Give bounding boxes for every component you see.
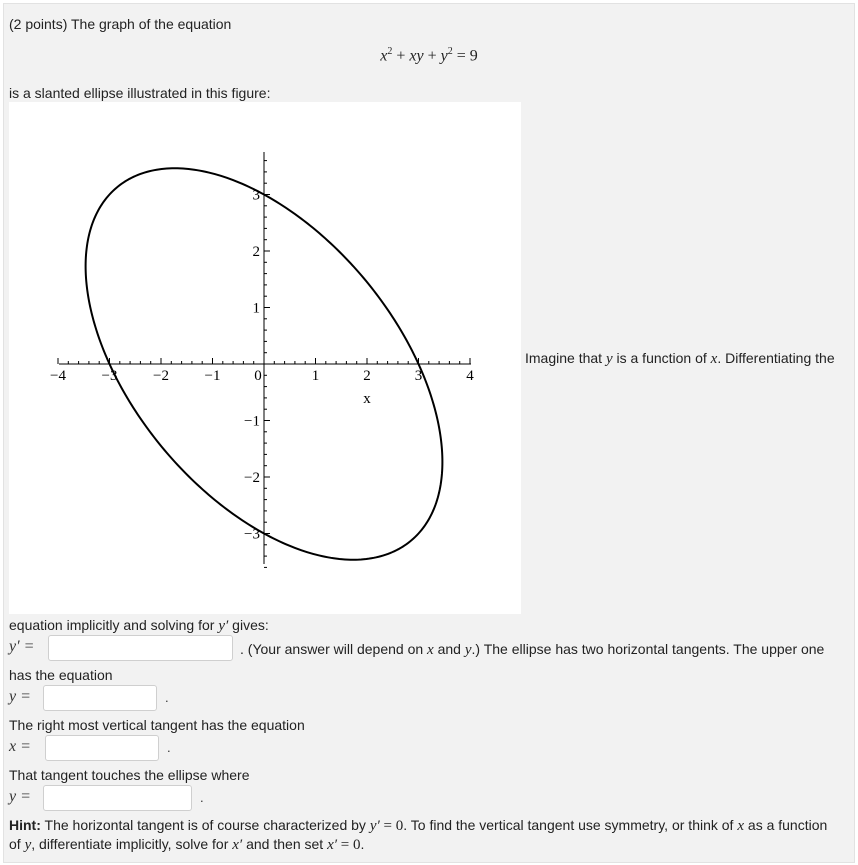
ellipse-plot — [9, 102, 521, 614]
x-tick-label: −4 — [50, 368, 66, 384]
upper-tangent-input[interactable] — [43, 685, 157, 711]
x-tick-label: 1 — [311, 368, 320, 384]
hint-line-1: Hint: The horizontal tangent is of course characterized by y′ = 0. To find the vertical tangent use symmetry, or think of x as a function — [9, 817, 828, 834]
period: . — [165, 690, 169, 705]
upper-tangent-label: y = — [9, 688, 31, 705]
x-tick-label: 2 — [363, 368, 371, 384]
yprime-answer-input[interactable] — [48, 635, 233, 661]
side-text: Imagine that y is a function of x. Differentiating the — [525, 350, 835, 367]
x-axis-label: x — [363, 391, 371, 407]
y-tick-label: 3 — [252, 187, 260, 204]
y-tick-label: 1 — [252, 300, 260, 317]
figure-intro-text: is a slanted ellipse illustrated in this figure: — [9, 85, 271, 101]
horizontal-tangent-text: has the equation — [9, 667, 113, 683]
y-tick-label: −1 — [244, 413, 260, 430]
problem-intro: (2 points) The graph of the equation — [9, 16, 232, 32]
x-tick-label: −3 — [101, 368, 118, 384]
x-tick-label: 3 — [414, 368, 423, 384]
vertical-tangent-text: The right most vertical tangent has the equation — [9, 717, 305, 733]
period: . — [200, 790, 204, 805]
y-tick-label: 2 — [252, 244, 260, 260]
derivative-text: equation implicitly and solving for y′ gives: — [9, 617, 269, 634]
vertical-tangent-label: x = — [9, 738, 31, 755]
y-tick-label: −3 — [244, 526, 260, 543]
y-tick-label: −2 — [244, 470, 260, 486]
hint-line-2: of y, differentiate implicitly, solve for x′ and then set x′ = 0. — [9, 836, 365, 853]
x-tick-label: 4 — [466, 368, 474, 384]
touch-point-text: That tangent touches the ellipse where — [9, 767, 250, 783]
yprime-note: . (Your answer will depend on x and y.) The ellipse has two horizontal tangents. The upper one — [240, 641, 825, 658]
ellipse-equation: $x^2$ + xy + $y^2 = 9$ — [380, 46, 478, 65]
x-tick-label: −2 — [153, 368, 169, 384]
touch-point-label: y = — [9, 788, 31, 805]
touch-point-input[interactable] — [43, 785, 192, 811]
x-tick-label: −1 — [204, 368, 221, 384]
vertical-tangent-input[interactable] — [45, 735, 159, 761]
x-tick-label: 0 — [254, 368, 262, 384]
yprime-label: y′ = — [9, 638, 35, 655]
ellipse-figure — [9, 102, 521, 614]
period: . — [167, 740, 171, 755]
